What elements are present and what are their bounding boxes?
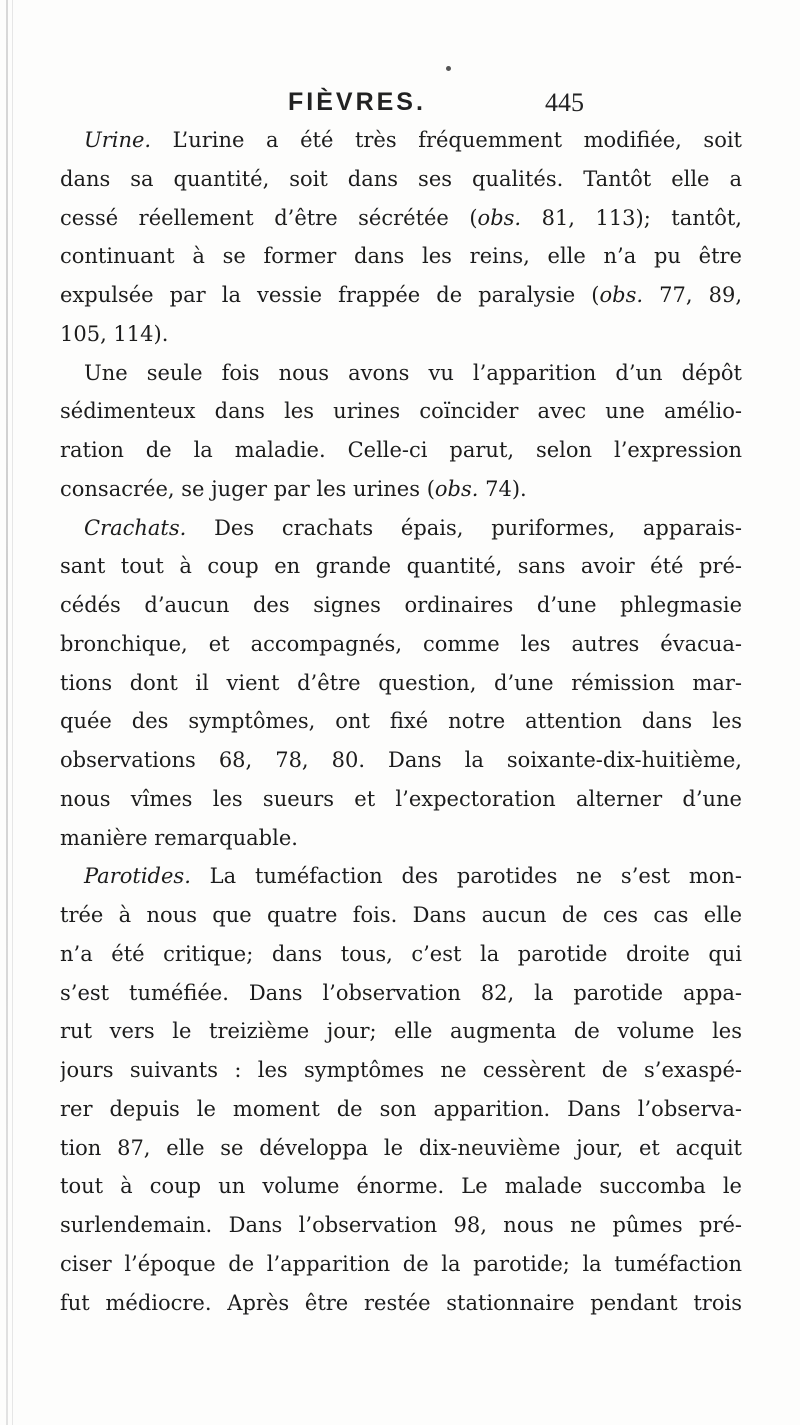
text-run: trée à nous que quatre fois. Dans aucun de ces cas elle bbox=[60, 903, 742, 927]
text-run: Une seule fois nous avons vu l’apparition d’un dépôt bbox=[84, 360, 742, 385]
text-run: 77, 89, bbox=[643, 283, 742, 307]
text-run: 105, 114). bbox=[60, 321, 169, 346]
text-line bbox=[60, 160, 742, 199]
text-run: n’a été critique; dans tous, c’est la parotide droite qui bbox=[60, 941, 742, 966]
text-line bbox=[60, 1245, 742, 1284]
italic-run: obs. bbox=[599, 283, 644, 307]
text-line bbox=[60, 664, 742, 703]
text-run: tions dont il vient d’être question, d’une rémission mar- bbox=[60, 670, 742, 695]
text-run: manière remarquable. bbox=[60, 825, 298, 850]
text-line bbox=[60, 974, 742, 1013]
paragraph bbox=[60, 121, 742, 354]
print-speck bbox=[446, 66, 451, 71]
running-head bbox=[0, 88, 800, 122]
text-line bbox=[60, 896, 742, 935]
italic-run: obs. bbox=[477, 205, 522, 230]
text-run: rer depuis le moment de son apparition. Dans l’observa- bbox=[60, 1096, 742, 1121]
text-run: surlendemain. Dans l’observation 98, nous ne pûmes pré- bbox=[60, 1213, 742, 1237]
text-line bbox=[60, 1284, 742, 1323]
text-run: jours suivants : les symptômes ne cessèrent de s’exaspé- bbox=[60, 1058, 742, 1082]
text-run: observations 68, 78, 80. Dans la soixante-dix-huitième, bbox=[60, 748, 742, 772]
text-run: Des crachats épais, puriformes, apparais- bbox=[186, 515, 742, 540]
text-line bbox=[60, 857, 742, 896]
text-line bbox=[60, 586, 742, 625]
text-run: 74). bbox=[478, 476, 527, 501]
text-run: consacrée, se juger par les urines ( bbox=[60, 476, 435, 501]
text-run: nous vîmes les sueurs et l’expectoration alterner d’une bbox=[60, 786, 742, 811]
text-run: cessé réellement d’être sécrétée ( bbox=[60, 205, 478, 230]
text-line bbox=[60, 354, 742, 393]
text-run: fut médiocre. Après être restée stationnaire pendant trois bbox=[60, 1290, 742, 1315]
text-line bbox=[60, 237, 742, 276]
text-line bbox=[60, 625, 742, 664]
running-head-title: FIÈVRES. bbox=[288, 88, 426, 116]
text-line bbox=[60, 1129, 742, 1168]
text-run: continuant à se former dans les reins, elle n’a pu être bbox=[60, 244, 742, 269]
text-line bbox=[60, 819, 742, 858]
text-run: bronchique, et accompagnés, comme les autres évacua- bbox=[60, 631, 742, 656]
text-line bbox=[60, 509, 742, 548]
italic-run: obs. bbox=[434, 476, 479, 501]
italic-run: Parotides. bbox=[84, 864, 191, 889]
text-run: L’urine a été très fréquemment modifiée, soit bbox=[151, 128, 742, 152]
text-run: sédimenteux dans les urines coïncider avec une amélio- bbox=[60, 399, 742, 424]
text-line bbox=[60, 702, 742, 741]
text-run: rut vers le treizième jour; elle augmenta de volume les bbox=[60, 1019, 742, 1044]
text-line bbox=[60, 780, 742, 819]
text-line bbox=[60, 470, 742, 509]
text-line bbox=[60, 1167, 742, 1206]
text-run: quée des symptômes, ont fixé notre attention dans les bbox=[60, 709, 742, 734]
text-line bbox=[60, 121, 742, 160]
text-run: ration de la maladie. Celle-ci parut, selon l’expression bbox=[60, 438, 742, 462]
text-run: 81, 113); tantôt, bbox=[521, 205, 742, 230]
text-line bbox=[60, 1051, 742, 1090]
text-line bbox=[60, 392, 742, 431]
paragraph bbox=[60, 857, 742, 1322]
text-line bbox=[60, 741, 742, 780]
text-line bbox=[60, 276, 742, 315]
text-line bbox=[60, 1206, 742, 1245]
page-edge-shadow bbox=[6, 0, 8, 1425]
text-run: cédés d’aucun des signes ordinaires d’une phlegmasie bbox=[60, 593, 742, 617]
text-run: sant tout à coup en grande quantité, sans avoir été pré- bbox=[60, 554, 742, 579]
text-run: tout à coup un volume énorme. Le malade succomba le bbox=[60, 1174, 742, 1199]
text-line bbox=[60, 199, 742, 238]
text-run: tion 87, elle se développa le dix-neuvième jour, et acquit bbox=[60, 1135, 742, 1160]
text-line bbox=[60, 315, 742, 354]
text-run: expulsée par la vessie frappée de paralysie ( bbox=[60, 283, 600, 307]
italic-run: Urine. bbox=[84, 128, 152, 152]
paragraph bbox=[60, 354, 742, 509]
text-run: s’est tuméfiée. Dans l’observation 82, la parotide appa- bbox=[60, 980, 742, 1005]
text-run: dans sa quantité, soit dans ses qualités. Tantôt elle a bbox=[60, 166, 742, 191]
text-line bbox=[60, 431, 742, 470]
text-line bbox=[60, 935, 742, 974]
text-line bbox=[60, 1012, 742, 1051]
page-edge-line bbox=[12, 0, 13, 1425]
text-line bbox=[60, 547, 742, 586]
text-run: ciser l’époque de l’apparition de la parotide; la tuméfaction bbox=[60, 1251, 742, 1276]
italic-run: Crachats. bbox=[84, 515, 187, 540]
text-line bbox=[60, 1090, 742, 1129]
page-number: 445 bbox=[545, 88, 584, 117]
body-text bbox=[60, 121, 742, 1322]
text-run: La tuméfaction des parotides ne s’est mon- bbox=[190, 864, 742, 889]
paragraph bbox=[60, 509, 742, 858]
